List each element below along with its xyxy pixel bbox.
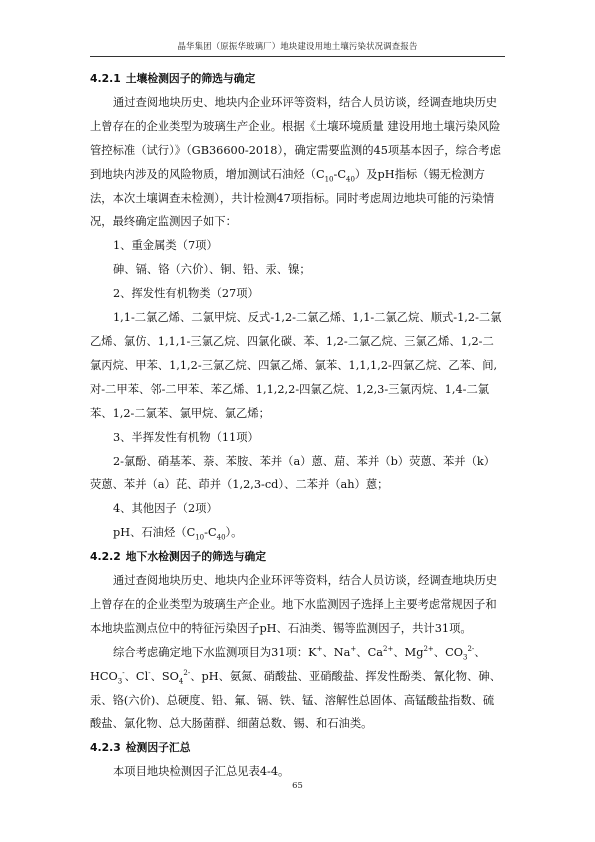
superscript: 2- xyxy=(183,668,191,677)
section-heading-4-2-1 xyxy=(90,67,505,91)
text-run: ）及pH指标（锡无检测方法，本次土壤调查未检测），共计检测47项指标。同时考虑周边地块可能的污染情况，最终确定监测因子如下： xyxy=(90,167,495,229)
section-title: 地下水检测因子的筛选与确定 xyxy=(125,550,267,564)
summary-paragraph: 本项目地块检测因子汇总见表4-4。 xyxy=(113,765,290,779)
section-number: 4.2.1 xyxy=(90,72,121,85)
text-run: -C xyxy=(204,526,217,540)
superscript: 2+ xyxy=(382,644,394,653)
running-header: 晶华集团（原振华玻璃厂）地块建设用地土壤污染状况调查报告 xyxy=(177,41,418,51)
subscript: 4 xyxy=(178,676,184,685)
superscript: 2+ xyxy=(423,644,434,653)
ion-symbol: HCO xyxy=(90,669,118,683)
subscript: 10 xyxy=(324,174,334,183)
group-title-heavy-metals: 1、重金属类（7项） xyxy=(113,239,218,253)
soil-intro-paragraph xyxy=(90,91,505,234)
text-run: 通过查阅地块历史、地块内企业环评等资料，结合人员访谈，经调查地块历史上曾存在的企业类型为玻璃生产企业。根据《土壤环境质量 建设用地土壤污染风险管控标准（试行）》（GB36600-2018），确定需要监测的45项基本因子，综合考虑到地块内涉及的风险物质，增加测试石油烃（C xyxy=(90,95,501,181)
group-title-svocs: 3、半挥发性有机物（11项） xyxy=(113,430,259,444)
subscript: 40 xyxy=(345,174,355,183)
header-rule xyxy=(90,56,505,57)
text-run: ）。 xyxy=(225,526,243,540)
subscript: 10 xyxy=(195,533,205,542)
ion-symbol: CO xyxy=(445,645,463,659)
group-items-other xyxy=(90,521,505,545)
section-number: 4.2.3 xyxy=(90,741,121,755)
superscript: + xyxy=(316,644,323,653)
ion-symbol: Cl xyxy=(135,669,149,683)
section-title: 检测因子汇总 xyxy=(125,741,191,755)
group-title-other: 4、其他因子（2项） xyxy=(113,502,218,516)
group-items-vocs: 1,1-二氯乙烯、二氯甲烷、反式-1,2-二氯乙烯、1,1-二氯乙烷、顺式-1,2-二氯乙烯、氯仿、1,1,1-三氯乙烷、四氯化碳、苯、1,2-二氯乙烷、三氯乙烯、1,2-二氯丙烷、甲苯、1,1,2-三氯乙烷、四氯乙烯、氯苯、1,1,1,2-四氯乙烷、乙苯、间,对-二甲苯、邻-二甲苯、苯乙烯、1,1,2,2-四氯乙烷、1,2,3-三氯丙烷、1,4-二氯苯、1,2-二氯苯、氯甲烷、氯乙烯； xyxy=(90,311,502,420)
group-items-heavy-metals: 砷、镉、铬（六价）、铜、铅、汞、镍； xyxy=(113,263,311,277)
section-title: 土壤检测因子的筛选与确定 xyxy=(125,72,256,85)
page-body xyxy=(90,67,505,784)
superscript: - xyxy=(122,668,125,677)
ion-symbol: SO xyxy=(161,669,179,683)
page-number: 65 xyxy=(292,780,303,790)
ion-symbol: Na xyxy=(333,645,351,659)
text-run: 综合考虑确定地下水监测项目为31项： xyxy=(113,645,309,659)
superscript: - xyxy=(148,668,151,677)
group-items-svocs: 2-氯酚、硝基苯、萘、苯胺、苯并（a）蒽、䓛、苯并（b）荧蒽、苯并（k）荧蒽、苯并（a）芘、茚并（1,2,3-cd）、二苯并（ah）蒽； xyxy=(90,454,496,492)
ion-symbol: K xyxy=(308,645,317,659)
section-number: 4.2.2 xyxy=(90,550,121,564)
text-run: 、pH、氨氮、硝酸盐、亚硝酸盐、挥发性酚类、氰化物、砷、汞、铬(六价)、总硬度、铅、氟、镉、铁、锰、溶解性总固体、高锰酸盐指数、硫酸盐、氯化物、总大肠菌群、细菌总数、锡、和石油类。 xyxy=(90,669,501,731)
group-title-vocs: 2、挥发性有机物类（27项） xyxy=(113,287,259,301)
ion-symbol: Mg xyxy=(404,645,424,659)
superscript: 2- xyxy=(467,644,475,653)
subscript: 3 xyxy=(117,676,123,685)
text-run: pH、石油烃（C xyxy=(113,526,196,540)
subscript: 40 xyxy=(216,533,226,542)
section-heading-4-2-2 xyxy=(90,545,505,569)
section-heading-4-2-3 xyxy=(90,736,505,760)
groundwater-paragraph-2: 综合考虑确定地下水监测项目为31项：K+、Na+、$Ca^{2+}$、$Mg^{2+}$、$CO_3^{2-}$、$HCO_3^-$、Cl-、$SO_4^{2-}$、pH、氨氮、硝酸盐、亚硝酸盐、挥发性酚类、氰化物、砷、汞、铬(六价)、总硬度、铅、氟、镉、铁、锰、溶解性总固体、高锰酸盐指数、硫酸盐、氯化物、总大肠菌群、细菌总数、锡、和石油类。 xyxy=(90,644,501,731)
groundwater-paragraph-1: 通过查阅地块历史、地块内企业环评等资料，结合人员访谈，经调查地块历史上曾存在的企业类型为玻璃生产企业。地下水监测因子选择上主要考虑常规因子和本地块监测点位中的特征污染因子pH、石油类、锡等监测因子，共计31项。 xyxy=(90,574,498,635)
subscript: 3 xyxy=(462,653,468,661)
superscript: + xyxy=(350,644,357,653)
text-run: -C xyxy=(333,167,346,181)
ion-symbol: Ca xyxy=(367,645,383,659)
